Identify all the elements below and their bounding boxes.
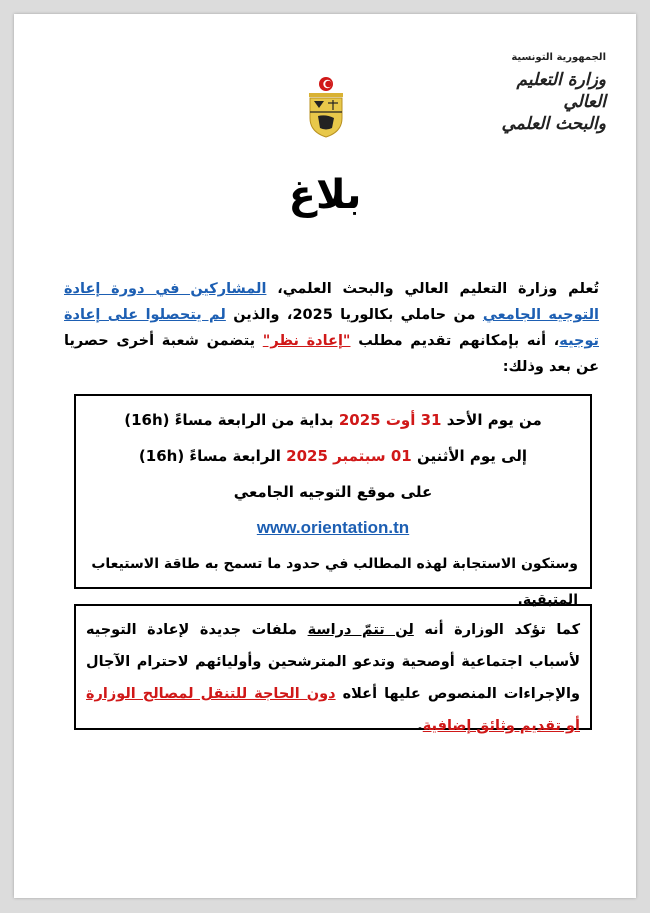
document-page (14, 14, 636, 898)
intro-text-4: يتضمن شعبة أخرى حصريا عن بعد وذلك: (64, 333, 599, 375)
notice-no-study: لن تتمّ دراسة (307, 622, 414, 638)
intro-not-reoriented: لم يتحصلوا على إعادة توجيه (64, 307, 599, 349)
to-prefix: إلى يوم الأثنين (411, 447, 528, 465)
from-prefix: من يوم الأحد (441, 411, 542, 429)
intro-text-2: من حاملي بكالوريا 2025، والذين (225, 307, 483, 323)
letterhead (476, 52, 606, 135)
from-suffix: بداية من الرابعة مساءً (16h) (124, 411, 339, 429)
intro-text-3: ، أنه بإمكانهم تقديم مطلب (350, 333, 560, 349)
period-box (74, 394, 592, 608)
to-suffix: الرابعة مساءً (16h) (138, 447, 287, 465)
period-to (76, 438, 590, 474)
notice-text-1: كما تؤكد الوزارة أنه (413, 622, 581, 638)
intro-text-1: تُعلم وزارة التعليم العالي والبحث العلمي، (266, 281, 599, 297)
tunisia-coat-of-arms-icon (304, 76, 348, 138)
ministry-name (476, 69, 606, 135)
intro-reconsideration: "إعادة نظر" (262, 333, 351, 349)
notice-box (74, 604, 592, 734)
page-title (14, 172, 636, 218)
to-date: 01 سبتمبر 2025 (286, 447, 412, 465)
republic-label: الجمهورية التونسية (511, 52, 606, 63)
intro-participants-link: المشاركين في دورة إعادة التوجيه الجامعي (64, 281, 600, 323)
orientation-link[interactable]: www.orientation.tn (256, 518, 410, 537)
capacity-note: وستكون الاستجابة لهذه المطالب في حدود ما تسمح به طاقة الاستيعاب المتبقية. (91, 556, 578, 608)
site-label: على موقع التوجيه الجامعي (233, 483, 433, 501)
intro-paragraph (64, 276, 599, 380)
notice-text-3: . (417, 718, 423, 734)
from-date: 31 أوت 2025 (338, 411, 442, 429)
notice-no-travel: دون الحاجة للتنقل لمصالح الوزارة أو تقديم وثائق إضافية (86, 686, 580, 734)
notice-text-2: ملفات جديدة لإعادة التوجيه لأسباب اجتماعية أوصحية وتدعو المترشحين وأوليائهم لاحترام الآجال والإجراءات المنصوص عليها أعلاه (86, 622, 580, 702)
ministry-line-2: والبحث العلمي (501, 114, 606, 134)
ministry-line-1: وزارة التعليم العالي (516, 70, 606, 112)
period-from (76, 402, 590, 438)
title-text: بلاغ (288, 172, 362, 218)
